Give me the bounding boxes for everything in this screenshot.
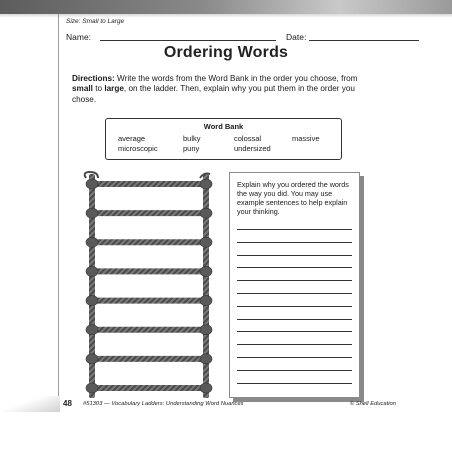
ladder-knot bbox=[200, 325, 212, 335]
writing-line[interactable] bbox=[237, 331, 352, 332]
book-title: #51303 — Vocabulary Ladders: Understanding Word Nuances bbox=[83, 401, 244, 407]
directions-part2: to bbox=[92, 84, 105, 94]
word-bank-word: massive bbox=[292, 134, 320, 143]
ladder-knot bbox=[86, 208, 98, 218]
directions-part1: Write the words from the Word Bank in the order you choose, from bbox=[114, 74, 358, 83]
word-bank-word: colossal bbox=[234, 134, 262, 143]
directions-text bbox=[72, 74, 372, 105]
writing-line[interactable] bbox=[237, 306, 352, 307]
ladder-knot bbox=[86, 296, 98, 306]
writing-line[interactable] bbox=[237, 255, 352, 256]
name-field[interactable] bbox=[100, 40, 276, 41]
ladder-knot bbox=[200, 179, 212, 189]
word-bank-word: average bbox=[118, 134, 146, 143]
ladder-rung bbox=[92, 239, 206, 245]
ladder-knot bbox=[86, 354, 98, 364]
writing-line[interactable] bbox=[237, 280, 352, 281]
ladder-right-rope bbox=[203, 174, 209, 398]
ladder-knot bbox=[200, 354, 212, 364]
directions-part3: , on the ladder. Then, explain why you put them in the order you chose. bbox=[72, 84, 355, 104]
ladder-rung bbox=[92, 181, 206, 187]
date-label: Date: bbox=[286, 32, 307, 42]
ladder-knot bbox=[86, 237, 98, 247]
ladder-knot bbox=[86, 179, 98, 189]
ladder-rung bbox=[92, 327, 206, 333]
word-bank-word: microscopic bbox=[118, 144, 158, 153]
ladder-rung bbox=[92, 385, 206, 391]
ladder-rung bbox=[92, 298, 206, 304]
word-bank-word: bulky bbox=[183, 134, 201, 143]
directions-lead: Directions: bbox=[72, 74, 115, 83]
writing-line[interactable] bbox=[237, 293, 352, 294]
publisher-credit: © Shell Education bbox=[349, 401, 396, 407]
rope-ladder-illustration bbox=[78, 170, 220, 402]
writing-line[interactable] bbox=[237, 267, 352, 268]
writing-line[interactable] bbox=[237, 242, 352, 243]
ladder-rung bbox=[92, 210, 206, 216]
name-label: Name: bbox=[66, 32, 92, 42]
word-bank-word: undersized bbox=[234, 144, 271, 153]
page-number: 48 bbox=[63, 399, 72, 408]
ladder-knot bbox=[200, 208, 212, 218]
ladder-knot bbox=[86, 383, 98, 393]
bottom-page-curl bbox=[0, 396, 60, 412]
left-margin-rule bbox=[58, 14, 59, 409]
ladder-knot bbox=[200, 237, 212, 247]
writing-line[interactable] bbox=[237, 357, 352, 358]
writing-line[interactable] bbox=[237, 383, 352, 384]
page-footer bbox=[63, 399, 396, 411]
ladder-knot bbox=[200, 383, 212, 393]
ladder-rung bbox=[92, 356, 206, 362]
writing-line[interactable] bbox=[237, 370, 352, 371]
ladder-knot bbox=[86, 266, 98, 276]
directions-small: small bbox=[72, 84, 93, 94]
top-decorative-band bbox=[0, 0, 452, 14]
directions-large: large bbox=[104, 84, 124, 94]
ladder-group bbox=[85, 172, 212, 398]
ladder-knot bbox=[86, 325, 98, 335]
writing-line[interactable] bbox=[237, 344, 352, 345]
date-field[interactable] bbox=[309, 40, 419, 41]
writing-line[interactable] bbox=[237, 319, 352, 320]
word-bank-word: puny bbox=[183, 144, 200, 153]
name-date-row bbox=[66, 32, 366, 42]
ladder-knot bbox=[200, 266, 212, 276]
explain-prompt: Explain why you ordered the words the way you did. You may use example sentences to help explain your thinking. bbox=[237, 180, 349, 216]
explain-box bbox=[229, 172, 360, 398]
ladder-left-rope bbox=[89, 174, 95, 398]
writing-line[interactable] bbox=[237, 229, 352, 230]
page-title: Ordering Words bbox=[163, 44, 289, 61]
word-bank-title: Word Bank bbox=[203, 122, 244, 131]
ladder-rung bbox=[92, 268, 206, 274]
worksheet-subtitle: Size: Small to Large bbox=[66, 18, 125, 25]
word-bank-box bbox=[105, 118, 342, 160]
ladder-knot bbox=[200, 296, 212, 306]
